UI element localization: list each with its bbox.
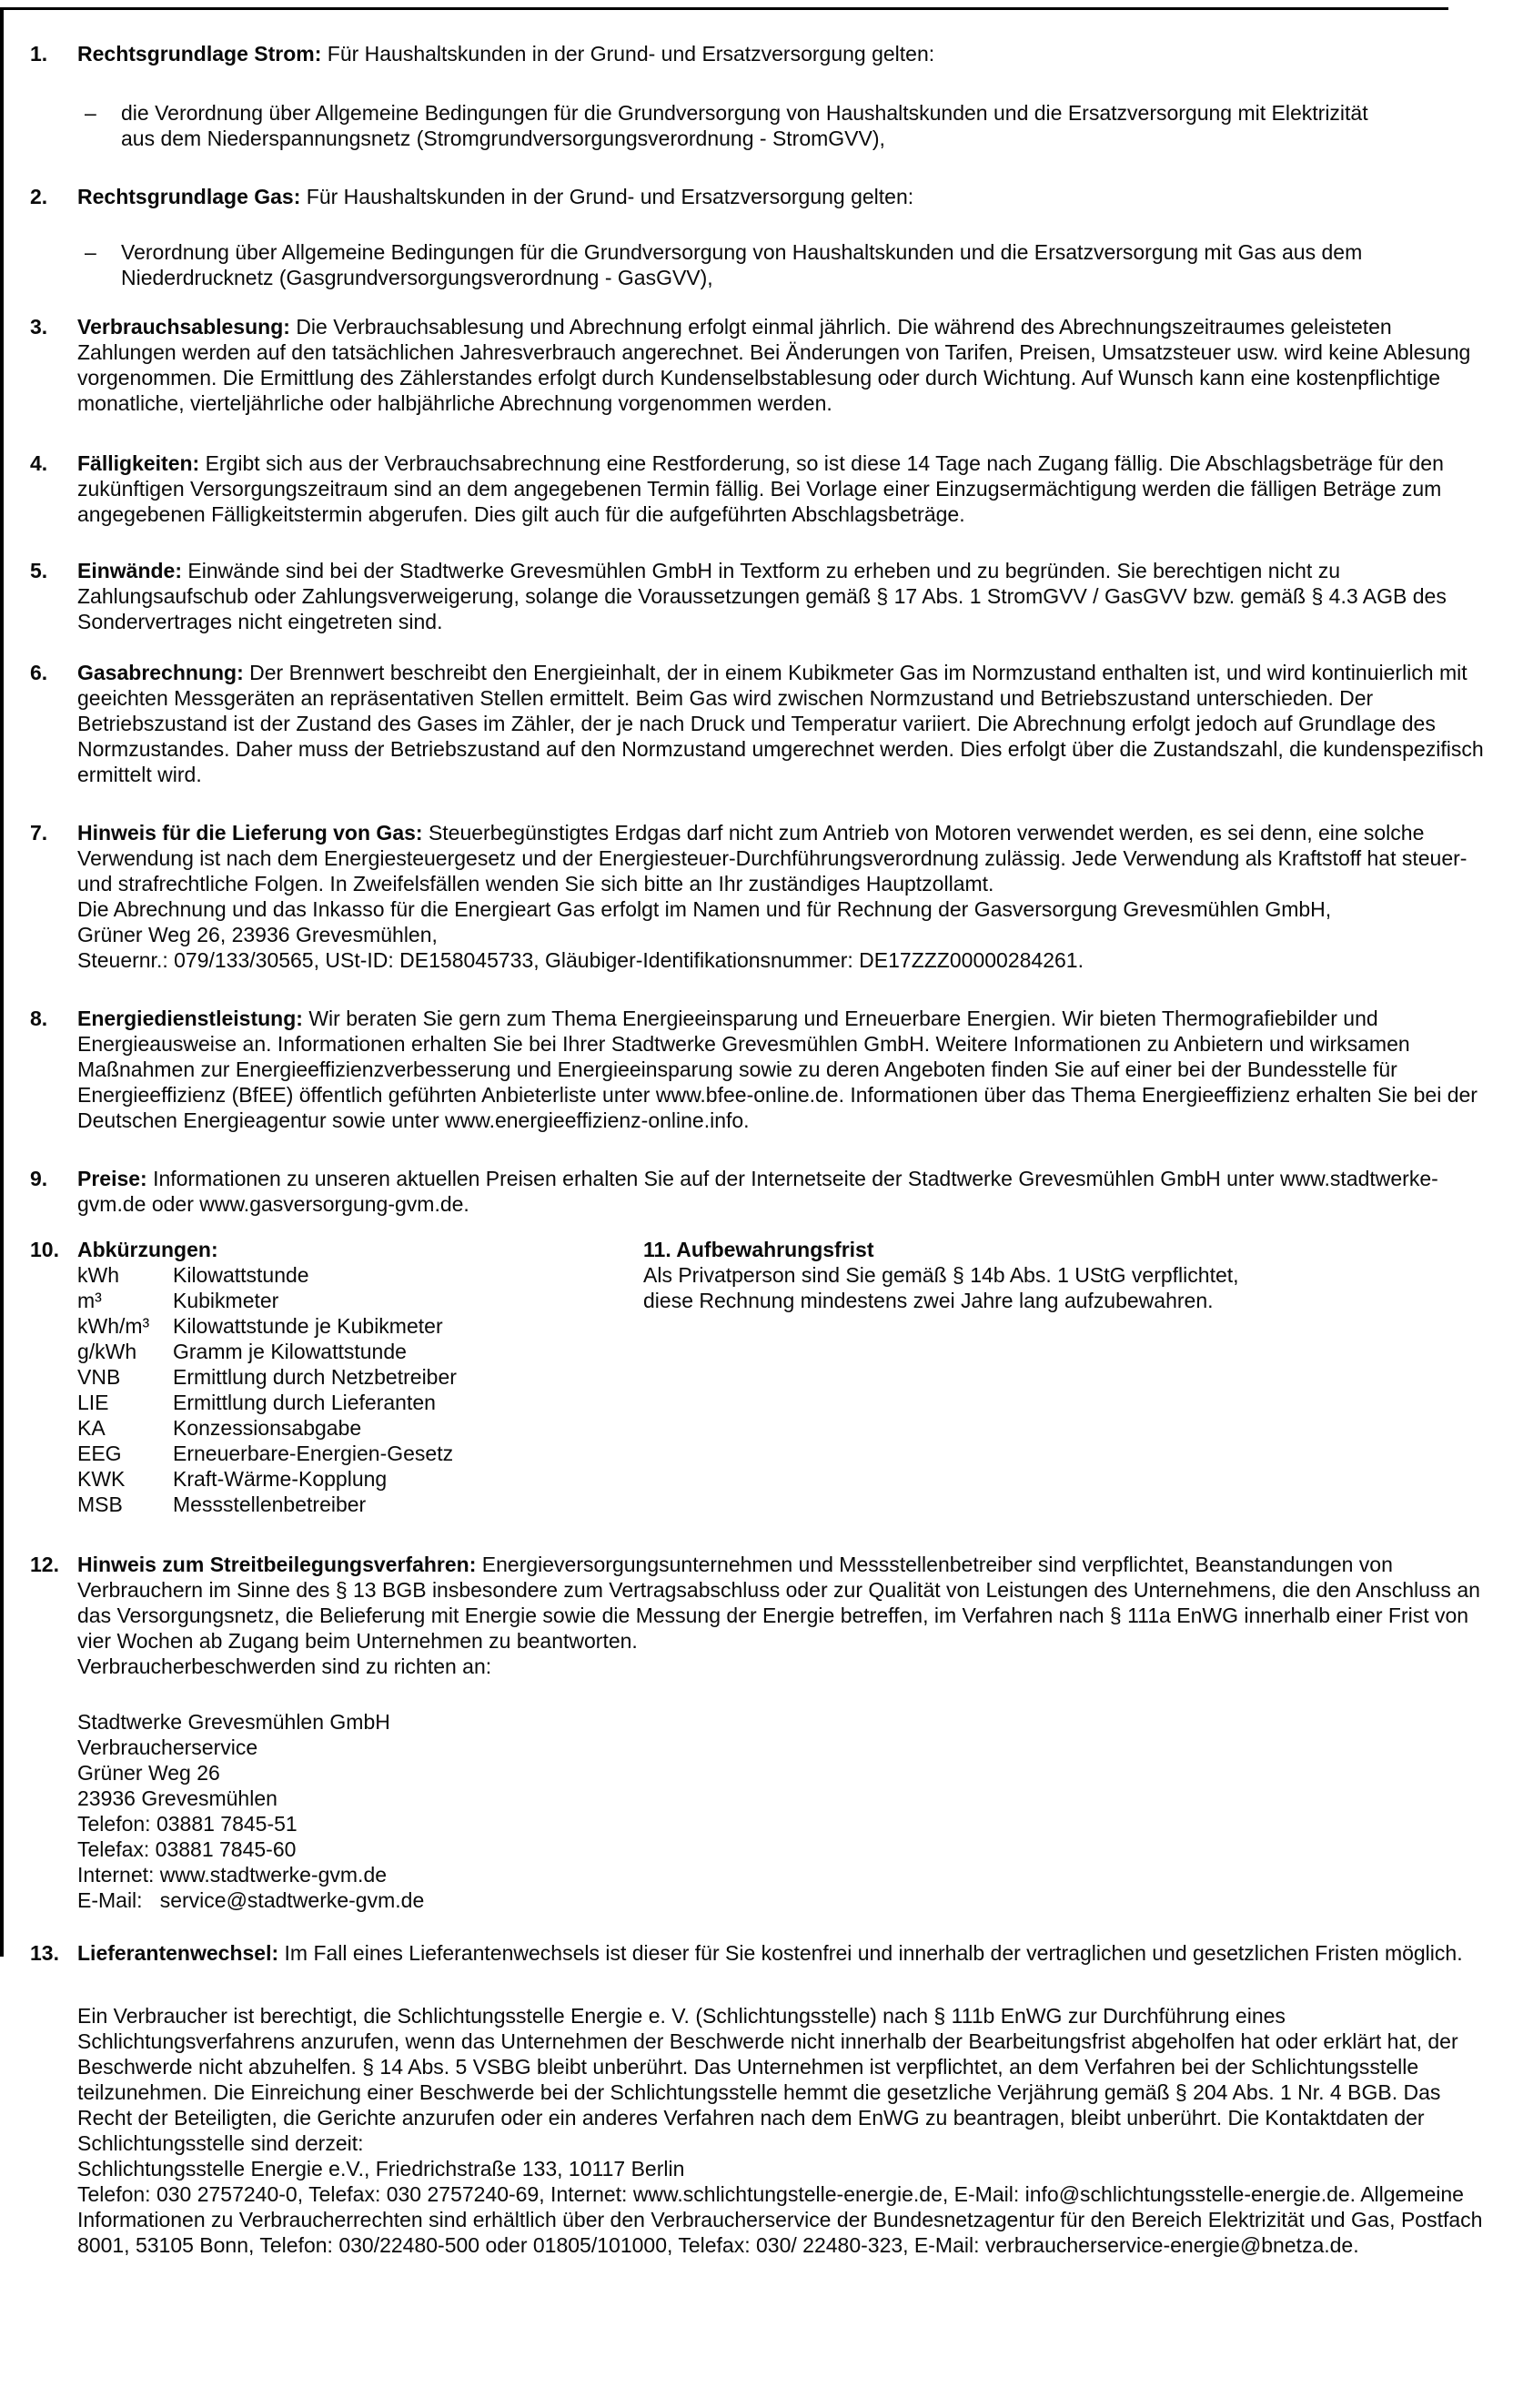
abbr-term: kWh/m³ [77, 1314, 150, 1338]
abbr-label: Gramm je Kilowattstunde [173, 1340, 407, 1363]
arbitration-paragraph: Ein Verbraucher ist berechtigt, die Schlichtungsstelle Energie e. V. (Schlichtungsstelle) nach § 111b EnWG zur Durchführung eines Schlichtungsverfahrens anzurufen, wenn das Unternehmen der Beschwerde nicht innerhalb der Bearbeitungsfrist abgeholfen hat oder erklärt hat, der Beschwerde nicht abzuhelfen. § 14 Abs. 5 VSBG bleibt unberührt. Das Unternehmen ist verpflichtet, an dem Verfahren bei der Schlichtungsstelle teilzunehmen. Die Einreichung einer Beschwerde bei der Schlichtungsstelle hemmt die gesetzliche Verjährung gemäß § 204 Abs. 1 Nr. 4 BGB. Das Recht der Beteiligten, die Gerichte anzurufen oder ein anderes Verfahren nach dem EnWG zu beantragen, bleibt unberührt. Die Kontaktdaten der Schlichtungsstelle sind derzeit: [77, 2004, 1458, 2155]
complaints-address-block [77, 1709, 1484, 1913]
abbr-term: LIE [77, 1391, 109, 1414]
abbr-term: KA [77, 1416, 106, 1440]
address-line: Stadtwerke Grevesmühlen GmbH [77, 1710, 390, 1734]
item-title: Preise: [77, 1167, 147, 1190]
list-item-6 [30, 660, 1484, 787]
item-number: 1. [30, 42, 48, 66]
abbr-row [77, 1390, 1484, 1415]
address-line: Verbraucherservice [77, 1735, 258, 1759]
item-title: Einwände: [77, 559, 183, 582]
abbr-row [77, 1313, 1484, 1339]
abbr-term: EEG [77, 1442, 122, 1465]
address-line: Grüner Weg 26 [77, 1761, 220, 1785]
item-paragraph [77, 314, 1484, 416]
retention-block [643, 1237, 1371, 1313]
item-paragraph [77, 820, 1484, 896]
list-item-9 [30, 1166, 1484, 1217]
abbr-row [77, 1492, 1484, 1517]
abbr-row [77, 1364, 1484, 1390]
retention-text-line: diese Rechnung mindestens zwei Jahre lang aufzubewahren. [643, 1289, 1214, 1312]
arbitration-contact-paragraph: Telefon: 030 2757240-0, Telefax: 030 2757240-69, Internet: www.schlichtungstelle-energie.de, E-Mail: info@schlichtungsstelle-energie.de. Allgemeine Informationen zu Verbraucherrechten sind erhältlich über den Verbraucherservice der Bundesnetzagentur für den Bereich Elektrizität und Gas, Postfach 8001, 53105 Bonn, Telefon: 030/22480-500 oder 01805/101000, Telefax: 030/ 22480-323, E-Mail: verbraucherservice-energie@bnetza.de. [77, 2182, 1483, 2257]
item-text: Steuerbegünstigtes Erdgas darf nicht zum Antrieb von Motoren verwendet werden, es sei denn, eine solche Verwendung ist nach dem Energiesteuergesetz und der Energiesteuer-Durchführungsverordnung zulässig. Jede Verwendung als Kraftstoff hat steuer- und strafrechtliche Folgen. In Zweifelsfällen wenden Sie sich bitte an Ihr zuständiges Hauptzollamt. [77, 821, 1468, 895]
address-line: Telefon: 03881 7845-51 [77, 1812, 298, 1836]
item-text: Im Fall eines Lieferantenwechsels ist dieser für Sie kostenfrei und innerhalb der vertraglichen und gesetzlichen Fristen möglich. [284, 1941, 1463, 1965]
item-number: 4. [30, 451, 48, 475]
tax-id-line: Steuernr.: 079/133/30565, USt-ID: DE158045733, Gläubiger-Identifikationsnummer: DE17ZZZ00000284261. [77, 948, 1084, 972]
item-text: Der Brennwert beschreibt den Energieinhalt, der in einem Kubikmeter Gas im Normzustand enthalten ist, und wird kontinuierlich mit geeichten Messgeräten an repräsentativen Stellen ermittelt. Beim Gas wird zwischen Normzustand und Betriebszustand unterschieden. Der Betriebszustand ist der Zustand des Gases im Zähler, der je nach Druck und Temperatur variiert. Die Abrechnung erfolgt jedoch auf Grundlage des Normzustandes. Daher muss der Betriebszustand auf den Normzustand umgerechnet werden. Dies erfolgt über die Zustandszahl, die kundenspezifisch ermittelt wird. [77, 661, 1484, 786]
abbr-term: VNB [77, 1365, 121, 1389]
list-item-8 [30, 1006, 1484, 1133]
abbr-label: Konzessionsabgabe [173, 1416, 362, 1440]
item-text: Die Verbrauchsablesung und Abrechnung erfolgt einmal jährlich. Die während des Abrechnungszeitraumes geleisteten Zahlungen werden auf den tatsächlichen Jahresverbrauch angerechnet. Bei Änderungen von Tarifen, Preisen, Umsatzsteuer usw. wird keine Ablesung vorgenommen. Die Ermittlung des Zählerstandes erfolgt durch Kundenselbstablesung oder durch Wichtung. Auf Wunsch kann eine kostenpflichtige monatliche, vierteljährliche oder halbjährliche Abrechnung vorgenommen werden. [77, 315, 1471, 415]
list-item-1 [30, 41, 1484, 151]
item-number: 7. [30, 821, 48, 845]
item-title: Hinweis zum Streitbeilegungsverfahren: [77, 1553, 477, 1576]
item-paragraph [77, 1940, 1484, 1966]
item-number: 8. [30, 1007, 48, 1030]
item-number: 11. [643, 1238, 671, 1261]
sub-item [77, 100, 1395, 151]
abbr-row [77, 1441, 1484, 1466]
item-number: 2. [30, 185, 48, 208]
item-text: Einwände sind bei der Stadtwerke Grevesmühlen GmbH in Textform zu erheben und zu begründen. Sie berechtigen nicht zu Zahlungsaufschub oder Zahlungsverweigerung, solange die Voraussetzungen gemäß § 17 Abs. 1 StromGVV / GasGVV bzw. gemäß § 4.3 AGB des Sondervertrages nicht eingetreten sind. [77, 559, 1447, 633]
address-line: Internet: www.stadtwerke-gvm.de [77, 1863, 388, 1887]
abbr-label: Kraft-Wärme-Kopplung [173, 1467, 388, 1491]
abbr-term: m³ [77, 1289, 102, 1312]
scan-edge-top-line [0, 7, 1448, 10]
address-line: E-Mail: service@stadtwerke-gvm.de [77, 1888, 425, 1912]
list-item-2 [30, 184, 1484, 290]
item-text: Energieversorgungsunternehmen und Messstellenbetreiber sind verpflichtet, Beanstandungen von Verbrauchern im Sinne des § 13 BGB insbesondere zum Vertragsabschluss oder zur Qualität von Leistungen des Unternehmens, die den Anschluss an das Versorgungsnetz, die Belieferung mit Energie sowie die Messung der Energie betreffen, im Verfahren nach § 111a EnWG innerhalb einer Frist von vier Wochen ab Zugang beim Unternehmen zu beantworten. [77, 1553, 1480, 1653]
item-text: Ergibt sich aus der Verbrauchsabrechnung eine Restforderung, so ist diese 14 Tage nach Zugang fällig. Die Abschlagsbeträge für den zukünftigen Versorgungszeitraum sind an dem angegebenen Termin fällig. Bei Vorlage einer Einzugsermächtigung werden die fälligen Beträge zum angegebenen Fälligkeitstermin abgerufen. Dies gilt auch für die aufgeführten Abschlagsbeträge. [77, 451, 1444, 526]
item-title: Aufbewahrungsfrist [676, 1238, 874, 1261]
item-title: Fälligkeiten: [77, 451, 200, 475]
list-item-5 [30, 558, 1484, 634]
item-number: 3. [30, 315, 48, 339]
abbr-term: MSB [77, 1492, 123, 1516]
list-item-4 [30, 450, 1484, 527]
list-item-3 [30, 314, 1484, 416]
item-title: Hinweis für die Lieferung von Gas: [77, 821, 423, 845]
dash-marker: – [85, 101, 96, 125]
item-title: Abkürzungen: [77, 1238, 218, 1261]
abbr-row [77, 1466, 1484, 1492]
list-item-10-11-row [30, 1237, 1484, 1517]
item-number: 12. [30, 1553, 59, 1576]
item-title: Rechtsgrundlage Gas: [77, 185, 301, 208]
item-title: Verbrauchsablesung: [77, 315, 290, 339]
item-text: Für Haushaltskunden in der Grund- und Ersatzversorgung gelten: [306, 185, 914, 208]
abbr-term: KWK [77, 1467, 126, 1491]
dash-marker: – [85, 240, 96, 264]
abbr-row [77, 1339, 1484, 1364]
abbr-term: kWh [77, 1263, 119, 1287]
abbr-label: Ermittlung durch Lieferanten [173, 1391, 436, 1414]
item-paragraph [77, 1166, 1484, 1217]
arbitration-board-address: Schlichtungsstelle Energie e.V., Friedrichstraße 133, 10117 Berlin [77, 2157, 685, 2180]
abbr-label: Erneuerbare-Energien-Gesetz [173, 1442, 454, 1465]
item-text: Informationen zu unseren aktuellen Preisen erhalten Sie auf der Internetseite der Stadtwerke Grevesmühlen GmbH unter www.stadtwerke-gvm.de oder www.gasversorgung-gvm.de. [77, 1167, 1438, 1216]
list-item-12 [30, 1552, 1484, 1913]
retention-heading [643, 1237, 1371, 1262]
item-number: 6. [30, 661, 48, 684]
sub-item [77, 239, 1395, 290]
address-line: Telefax: 03881 7845-60 [77, 1837, 297, 1861]
item-number: 9. [30, 1167, 48, 1190]
address-line: 23936 Grevesmühlen [77, 1786, 277, 1810]
item-paragraph [77, 184, 1484, 209]
item-number: 10. [30, 1238, 59, 1261]
item-title: Energiedienstleistung: [77, 1007, 303, 1030]
item-paragraph [77, 1006, 1484, 1133]
item-number: 5. [30, 559, 48, 582]
abbr-label: Kilowattstunde [173, 1263, 309, 1287]
complaints-intro-line: Verbraucherbeschwerden sind zu richten an: [77, 1654, 492, 1678]
scan-edge-left-line [0, 9, 4, 1957]
item-paragraph [77, 558, 1484, 634]
item-title: Rechtsgrundlage Strom: [77, 42, 322, 66]
abbr-label: Messstellenbetreiber [173, 1492, 367, 1516]
billing-agent-address: Grüner Weg 26, 23936 Grevesmühlen, [77, 923, 438, 946]
billing-agent-line: Die Abrechnung und das Inkasso für die Energieart Gas erfolgt im Namen und für Rechnung der Gasversorgung Grevesmühlen GmbH, [77, 897, 1332, 921]
item-title: Lieferantenwechsel: [77, 1941, 279, 1965]
abbr-row [77, 1415, 1484, 1441]
abbr-label: Kilowattstunde je Kubikmeter [173, 1314, 443, 1338]
item-paragraph [77, 1552, 1484, 1654]
abbr-label: Kubikmeter [173, 1289, 279, 1312]
item-text: Für Haushaltskunden in der Grund- und Ersatzversorgung gelten: [327, 42, 935, 66]
list-item-7 [30, 820, 1484, 973]
item-paragraph [77, 660, 1484, 787]
list-item-13 [30, 1940, 1484, 2258]
item-paragraph [77, 41, 1484, 66]
item-number: 13. [30, 1941, 59, 1965]
sub-item-text: die Verordnung über Allgemeine Bedingungen für die Grundversorgung von Haushaltskunden und die Ersatzversorgung mit Elektrizität aus dem Niederspannungsnetz (Stromgrundversorgungsverordnung - StromGVV), [121, 101, 1368, 150]
item-title: Gasabrechnung: [77, 661, 244, 684]
sub-item-text: Verordnung über Allgemeine Bedingungen für die Grundversorgung von Haushaltskunden und die Ersatzversorgung mit Gas aus dem Niederdrucknetz (Gasgrundversorgungsverordnung - GasGVV), [121, 240, 1363, 289]
retention-text-line: Als Privatperson sind Sie gemäß § 14b Abs. 1 UStG verpflichtet, [643, 1263, 1239, 1287]
item-text: Wir beraten Sie gern zum Thema Energieeinsparung und Erneuerbare Energien. Wir bieten Thermografiebilder und Energieausweise an. Informationen erhalten Sie bei Ihrer Stadtwerke Grevesmühlen GmbH. Weitere Informationen zu Anbietern und wirksamen Maßnahmen zur Energieeffizienzverbesserung und Energieeinsparung sowie zu deren Angeboten finden Sie auf einer bei der Bundesstelle für Energieeffizienz (BfEE) öffentlich geführten Anbieterliste unter www.bfee-online.de. Informationen über das Thema Energieeffizienz erhalten Sie bei der Deutschen Energieagentur sowie unter www.energieeffizienz-online.info. [77, 1007, 1478, 1132]
abbr-label: Ermittlung durch Netzbetreiber [173, 1365, 457, 1389]
abbr-term: g/kWh [77, 1340, 137, 1363]
item-paragraph [77, 450, 1484, 527]
